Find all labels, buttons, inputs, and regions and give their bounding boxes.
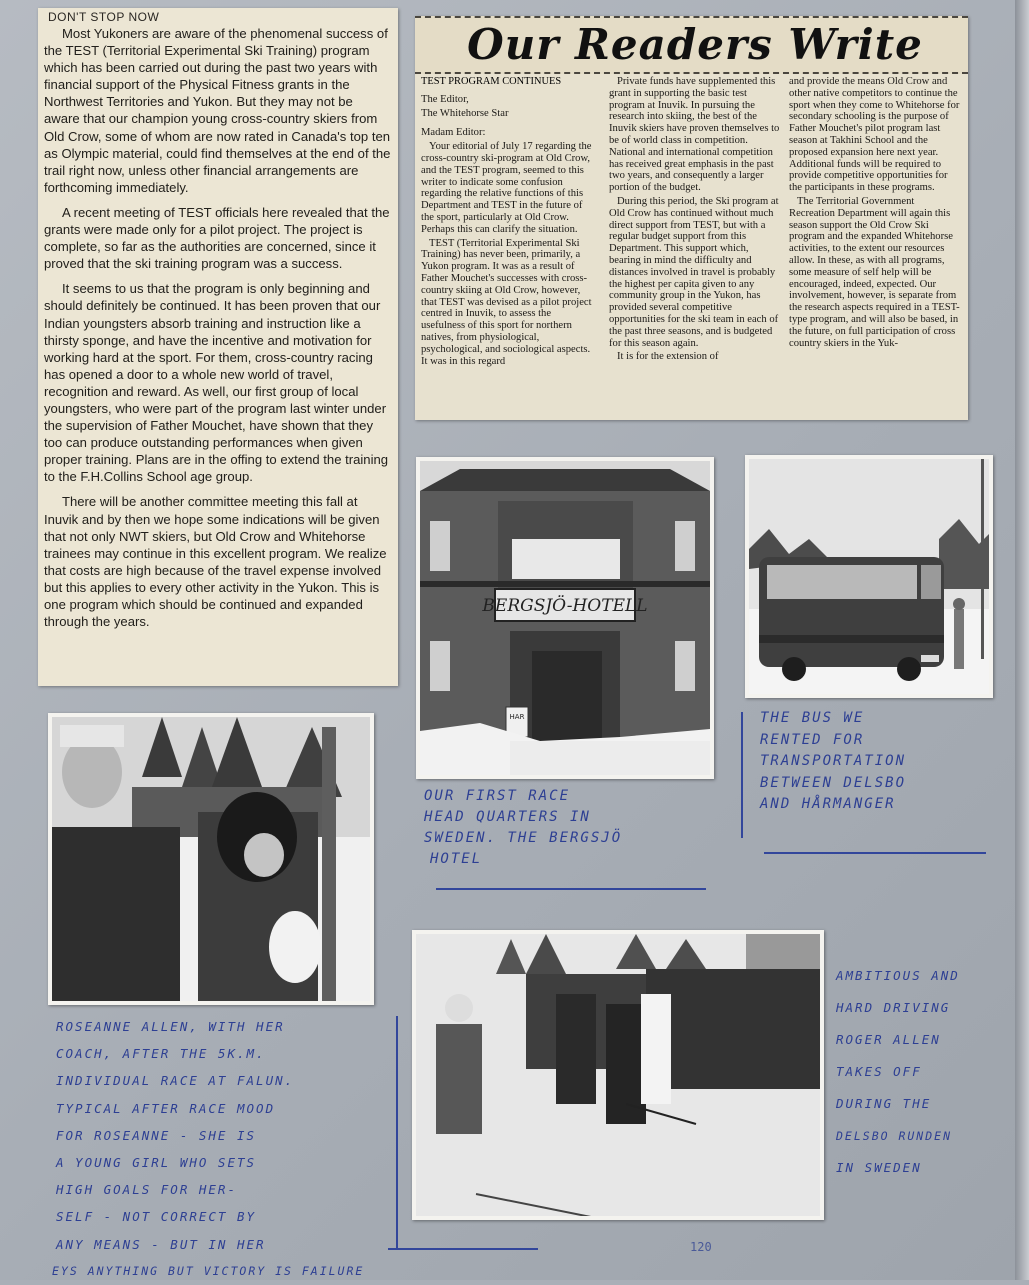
caption-line: FOR ROSEANNE - SHE IS [56, 1127, 257, 1143]
letter-paragraph: Your editorial of July 17 regarding the cross-country ski-program at Old Crow, and the TEST program, seemed to this writer to indicate some confusion regarding the relative functions of this Department and TEST in the future of the sport, particularly at Old Crow. Perhaps this can clarify the situation. [421, 141, 592, 235]
letter-paragraph: During this period, the Ski program at Old Crow has continued without much direct support from TEST, but with a regular budget support from this Department. This support which, bearing in mind the difficulty and distances involved in travel is probably the highest per capita given to any community group in the Yukon, has provided several competitive opportunities for the ski team in each of the past three seasons, and is budgeted for this season again. [609, 195, 779, 349]
letter-paragraph: It is for the extension of [617, 351, 719, 363]
caption-line: ROGER ALLEN [836, 1032, 941, 1047]
letter-paragraph: and provide the means Old Crow and other native competitors to continue the sport when they come to Whitehorse for secondary schooling is the purpose of Father Mouchet's pilot program last season at Takhini School and the proposed expansion here next year. Additional funds will be required to provide competitive opportunities for the participants in these programs. [789, 76, 960, 194]
delsbo-photo-image [416, 934, 820, 1216]
letter-to-line: The Editor, [421, 93, 469, 105]
bus-photo-image [749, 459, 989, 694]
hotel-photo-image [420, 461, 710, 775]
hotel-sign-text: BERGSJÖ-HOTELL [482, 596, 648, 616]
photo-roseanne-allen [48, 713, 374, 1005]
letter-column-1 [421, 76, 593, 416]
caption-line: TAKES OFF [836, 1064, 922, 1079]
caption-line: BETWEEN DELSBO [760, 774, 907, 791]
hotel-board-text: HAR [509, 713, 525, 721]
caption-line: DELSBO RUNDEN [836, 1129, 953, 1143]
letter-subhead: TEST PROGRAM CONTINUES [421, 76, 562, 87]
letter-paragraph: TEST (Territorial Experimental Ski Training) has never been, primarily, a Yukon program. It was as a result of Father Mouchet's successes with cross-country skiing at Old Crow, however, that TEST was devised as a pilot project centred in Inuvik, to assess the usefulness of this sport for northern natives, from physiological, psychological, and sociological aspects. It was in this regard [421, 237, 592, 367]
photo-bergsjo-hotel [416, 457, 714, 779]
caption-line: A YOUNG GIRL WHO SETS [56, 1155, 257, 1171]
caption-line: INDIVIDUAL RACE AT FALUN. [56, 1073, 295, 1089]
caption-line: TRANSPORTATION [760, 753, 907, 769]
caption-line: RENTED FOR [760, 731, 865, 748]
clipping-dont-stop-now [38, 8, 398, 686]
caption-underline [388, 1248, 538, 1250]
letter-column-2 [609, 76, 781, 416]
photo-delsbo-runden-start [412, 930, 824, 1220]
caption-bus [760, 708, 906, 816]
caption-line: HEAD QUARTERS IN [424, 809, 591, 825]
caption-divider [741, 712, 743, 838]
clipping-readers-write [415, 16, 968, 420]
clipping-paragraph: It seems to us that the program is only beginning and should definitely be continued. It has been proven that our Indian youngsters absorb training and instruction like a thirsty sponge, and have the incentive and motivation for working hard at the sport. For them, cross-country racing has opened a door to a whole new world of travel, recognition and reward. As well, our first group of local youngsters, who were part of the program last winter under the supervision of Father Mouchet, have shown that they too can produce outstanding performances when given proper training. Plans are in the offing to extend the training to the F.H.Collins School age group. [44, 281, 389, 485]
page-number: 120 [690, 1240, 712, 1254]
caption-line: SWEDEN. THE BERGSJÖ [424, 830, 623, 846]
caption-roger [836, 960, 960, 1184]
caption-line: AMBITIOUS AND [836, 968, 960, 983]
clipping-paragraph: A recent meeting of TEST officials here revealed that the grants were made only for a pilot project. The project is complete, so far as the authorities are concerned, since it proved that the ski training program was a success. [44, 204, 390, 272]
clipping-headline: DON'T STOP NOW [48, 10, 160, 24]
banner-title: Our Readers Write [467, 20, 923, 69]
letter-to-line: The Whitehorse Star [421, 107, 509, 119]
photo-rented-bus [745, 455, 993, 698]
caption-underline [764, 852, 986, 854]
caption-line: HIGH GOALS FOR HER- [56, 1182, 237, 1198]
caption-line: COACH, AFTER THE 5K.M. [56, 1046, 266, 1062]
caption-line: IN SWEDEN [836, 1160, 922, 1175]
caption-line: SELF - NOT CORRECT BY [56, 1209, 257, 1225]
readers-write-banner [415, 16, 968, 74]
letter-paragraph: Private funds have supplemented this grant in supporting the basic test program at Inuvik. In pursuing the research into skiing, the best of the Inuvik skiers have proven themselves to be of world class in competition. National and international competition has received great emphasis in the past two years, and consequently a larger portion of the budget. [609, 76, 780, 194]
clipping-paragraph: Most Yukoners are aware of the phenomenal success of the TEST (Territorial Experimental Ski Training) program which has been carried out during the past two years with financial support of the Physical Fitness grants in the Northwest Territories and Yukon. But they may not be aware that our champion young cross-country skiers from Old Crow, some of whom are now rated in Canada's top ten as Olympic material, could find themselves at the end of the trail right now, unless other financial arrangements are forthcoming immediately. [44, 26, 391, 195]
roseanne-photo-image [52, 717, 370, 1001]
caption-line: ANY MEANS - BUT IN HER [56, 1236, 266, 1252]
letter-paragraph: The Territorial Government Recreation Department will again this season support the Old Crow Ski program and the expanded Whitehorse activities, to the extent our resources allow. In these, as with all programs, some measure of self help will be encouraged, indeed, expected. Our involvement, however, is separate from the research aspects required in a TEST-type program, and will also be based, in the future, on full participation of cross country skiers in the Yuk- [789, 195, 960, 349]
letter-salutation: Madam Editor: [421, 127, 486, 139]
letter-columns [421, 76, 962, 416]
caption-line: ROSEANNE ALLEN, WITH HER [56, 1019, 285, 1034]
caption-roseanne [52, 1013, 365, 1285]
caption-line: HOTEL [430, 851, 483, 867]
caption-line: EYS ANYTHING BUT VICTORY IS FAILURE [52, 1263, 365, 1278]
caption-line: TYPICAL AFTER RACE MOOD [56, 1100, 276, 1116]
clipping-paragraph: There will be another committee meeting this fall at Inuvik and by then we hope some indications will be given that not only NWT skiers, but Old Crow and Whitehorse trainees may continue in this excellent program. We realize that costs are high because of the travel expense involved but this applies to every other activity in the Yukon. This is one program which should be continued and expanded through the years. [44, 494, 387, 630]
caption-underline [436, 888, 706, 890]
caption-line: OUR FIRST RACE [424, 788, 571, 804]
caption-divider [396, 1016, 398, 1250]
binding-edge [1015, 0, 1029, 1280]
caption-line: HARD DRIVING [836, 1000, 951, 1015]
caption-line: DURING THE [836, 1096, 932, 1111]
letter-column-3 [789, 76, 961, 416]
caption-line: THE BUS WE [760, 710, 865, 726]
caption-line: AND HÅRMANGER [760, 796, 896, 812]
caption-hotel [424, 786, 622, 870]
